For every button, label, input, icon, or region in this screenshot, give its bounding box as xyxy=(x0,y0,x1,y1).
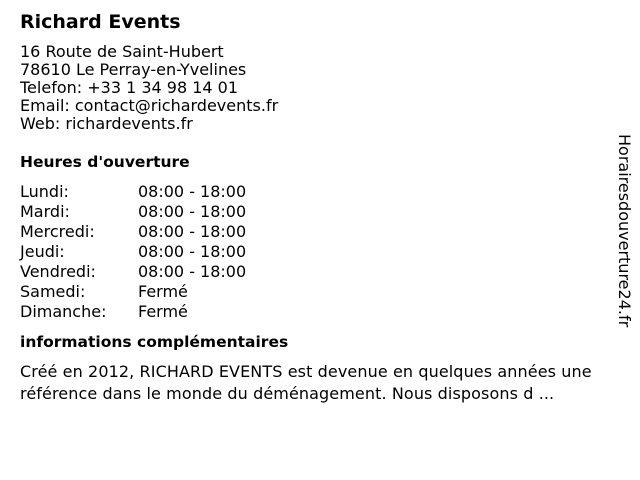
address-street: 16 Route de Saint-Hubert xyxy=(20,42,224,61)
site-watermark: Horairesdouverture24.fr xyxy=(615,134,634,328)
day-hours: 08:00 - 18:00 xyxy=(138,262,247,281)
day-label: Lundi: xyxy=(20,182,69,201)
phone-number: Telefon: +33 1 34 98 14 01 xyxy=(20,78,239,97)
hours-row-saturday xyxy=(20,282,610,302)
day-hours: Fermé xyxy=(138,302,188,321)
day-label: Samedi: xyxy=(20,282,86,301)
hours-row-friday xyxy=(20,262,610,282)
day-hours: 08:00 - 18:00 xyxy=(138,202,247,221)
opening-hours-list xyxy=(20,182,610,322)
day-label: Mercredi: xyxy=(20,222,95,241)
day-label: Jeudi: xyxy=(20,242,65,261)
contact-block xyxy=(20,43,610,133)
opening-hours-heading: Heures d'ouverture xyxy=(20,153,190,171)
hours-row-wednesday xyxy=(20,222,610,242)
hours-row-thursday xyxy=(20,242,610,262)
day-label: Mardi: xyxy=(20,202,70,221)
hours-row-monday xyxy=(20,182,610,202)
website: Web: richardevents.fr xyxy=(20,114,193,133)
email-address: Email: contact@richardevents.fr xyxy=(20,96,279,115)
hours-row-tuesday xyxy=(20,202,610,222)
day-label: Dimanche: xyxy=(20,302,107,321)
day-hours: Fermé xyxy=(138,282,188,301)
day-label: Vendredi: xyxy=(20,262,96,281)
business-description: Créé en 2012, RICHARD EVENTS est devenue en quelques années une référence dans le monde du déménagement. Nous disposons d ... xyxy=(20,362,592,403)
day-hours: 08:00 - 18:00 xyxy=(138,182,247,201)
additional-info-heading: informations complémentaires xyxy=(20,333,289,351)
business-name: Richard Events xyxy=(20,11,181,33)
day-hours: 08:00 - 18:00 xyxy=(138,242,247,261)
day-hours: 08:00 - 18:00 xyxy=(138,222,247,241)
hours-row-sunday xyxy=(20,302,610,322)
address-city: 78610 Le Perray-en-Yvelines xyxy=(20,60,247,79)
business-card xyxy=(20,10,610,405)
